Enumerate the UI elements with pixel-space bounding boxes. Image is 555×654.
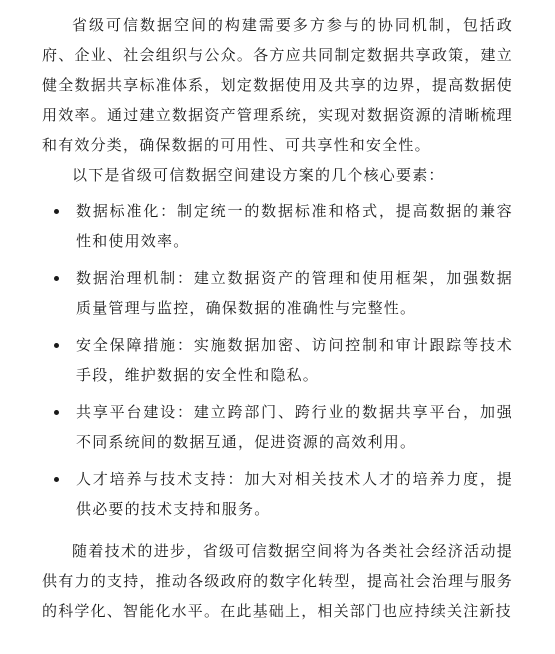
bullet-dot-icon <box>54 209 59 214</box>
bullet-dot-icon <box>54 276 59 281</box>
paragraph-intro: 以下是省级可信数据空间建设方案的几个核心要素： <box>72 166 445 184</box>
bullet-dot-icon <box>54 343 59 348</box>
list-item-text: 人才培养与技术支持：加大对相关技术人才的培养力度，提供必要的技术支持和服务。 <box>76 470 513 518</box>
list-item <box>42 464 513 524</box>
list-item-text: 共享平台建设：建立跨部门、跨行业的数据共享平台，加强不同系统间的数据互通，促进资源的高效利用。 <box>76 403 513 451</box>
bullet-dot-icon <box>54 410 59 415</box>
bullet-dot-icon <box>54 477 59 482</box>
list-item <box>42 263 513 323</box>
paragraph-outlook: 随着技术的进步，省级可信数据空间将为各类社会经济活动提供有力的支持，推动各级政府的数字化转型，提高社会治理与服务的科学化、智能化水平。在此基础上，相关部门也应持续关注新技 <box>42 542 513 620</box>
list-item-text: 数据标准化：制定统一的数据标准和格式，提高数据的兼容性和使用效率。 <box>76 202 513 250</box>
core-elements-list <box>42 196 513 524</box>
list-item <box>42 196 513 256</box>
list-item <box>42 397 513 457</box>
list-item-text: 数据治理机制：建立数据资产的管理和使用框架，加强数据质量管理与监控，确保数据的准确性与完整性。 <box>76 269 513 317</box>
list-item <box>42 330 513 390</box>
paragraph-collaboration: 省级可信数据空间的构建需要多方参与的协同机制，包括政府、企业、社会组织与公众。各方应共同制定数据共享政策，建立健全数据共享标准体系，划定数据使用及共享的边界，提高数据使用效率。通过建立数据资产管理系统，实现对数据资源的清晰梳理和有效分类，确保数据的可用性、可共享性和安全性。 <box>42 16 513 154</box>
list-item-text: 安全保障措施：实施数据加密、访问控制和审计跟踪等技术手段，维护数据的安全性和隐私。 <box>76 336 513 384</box>
